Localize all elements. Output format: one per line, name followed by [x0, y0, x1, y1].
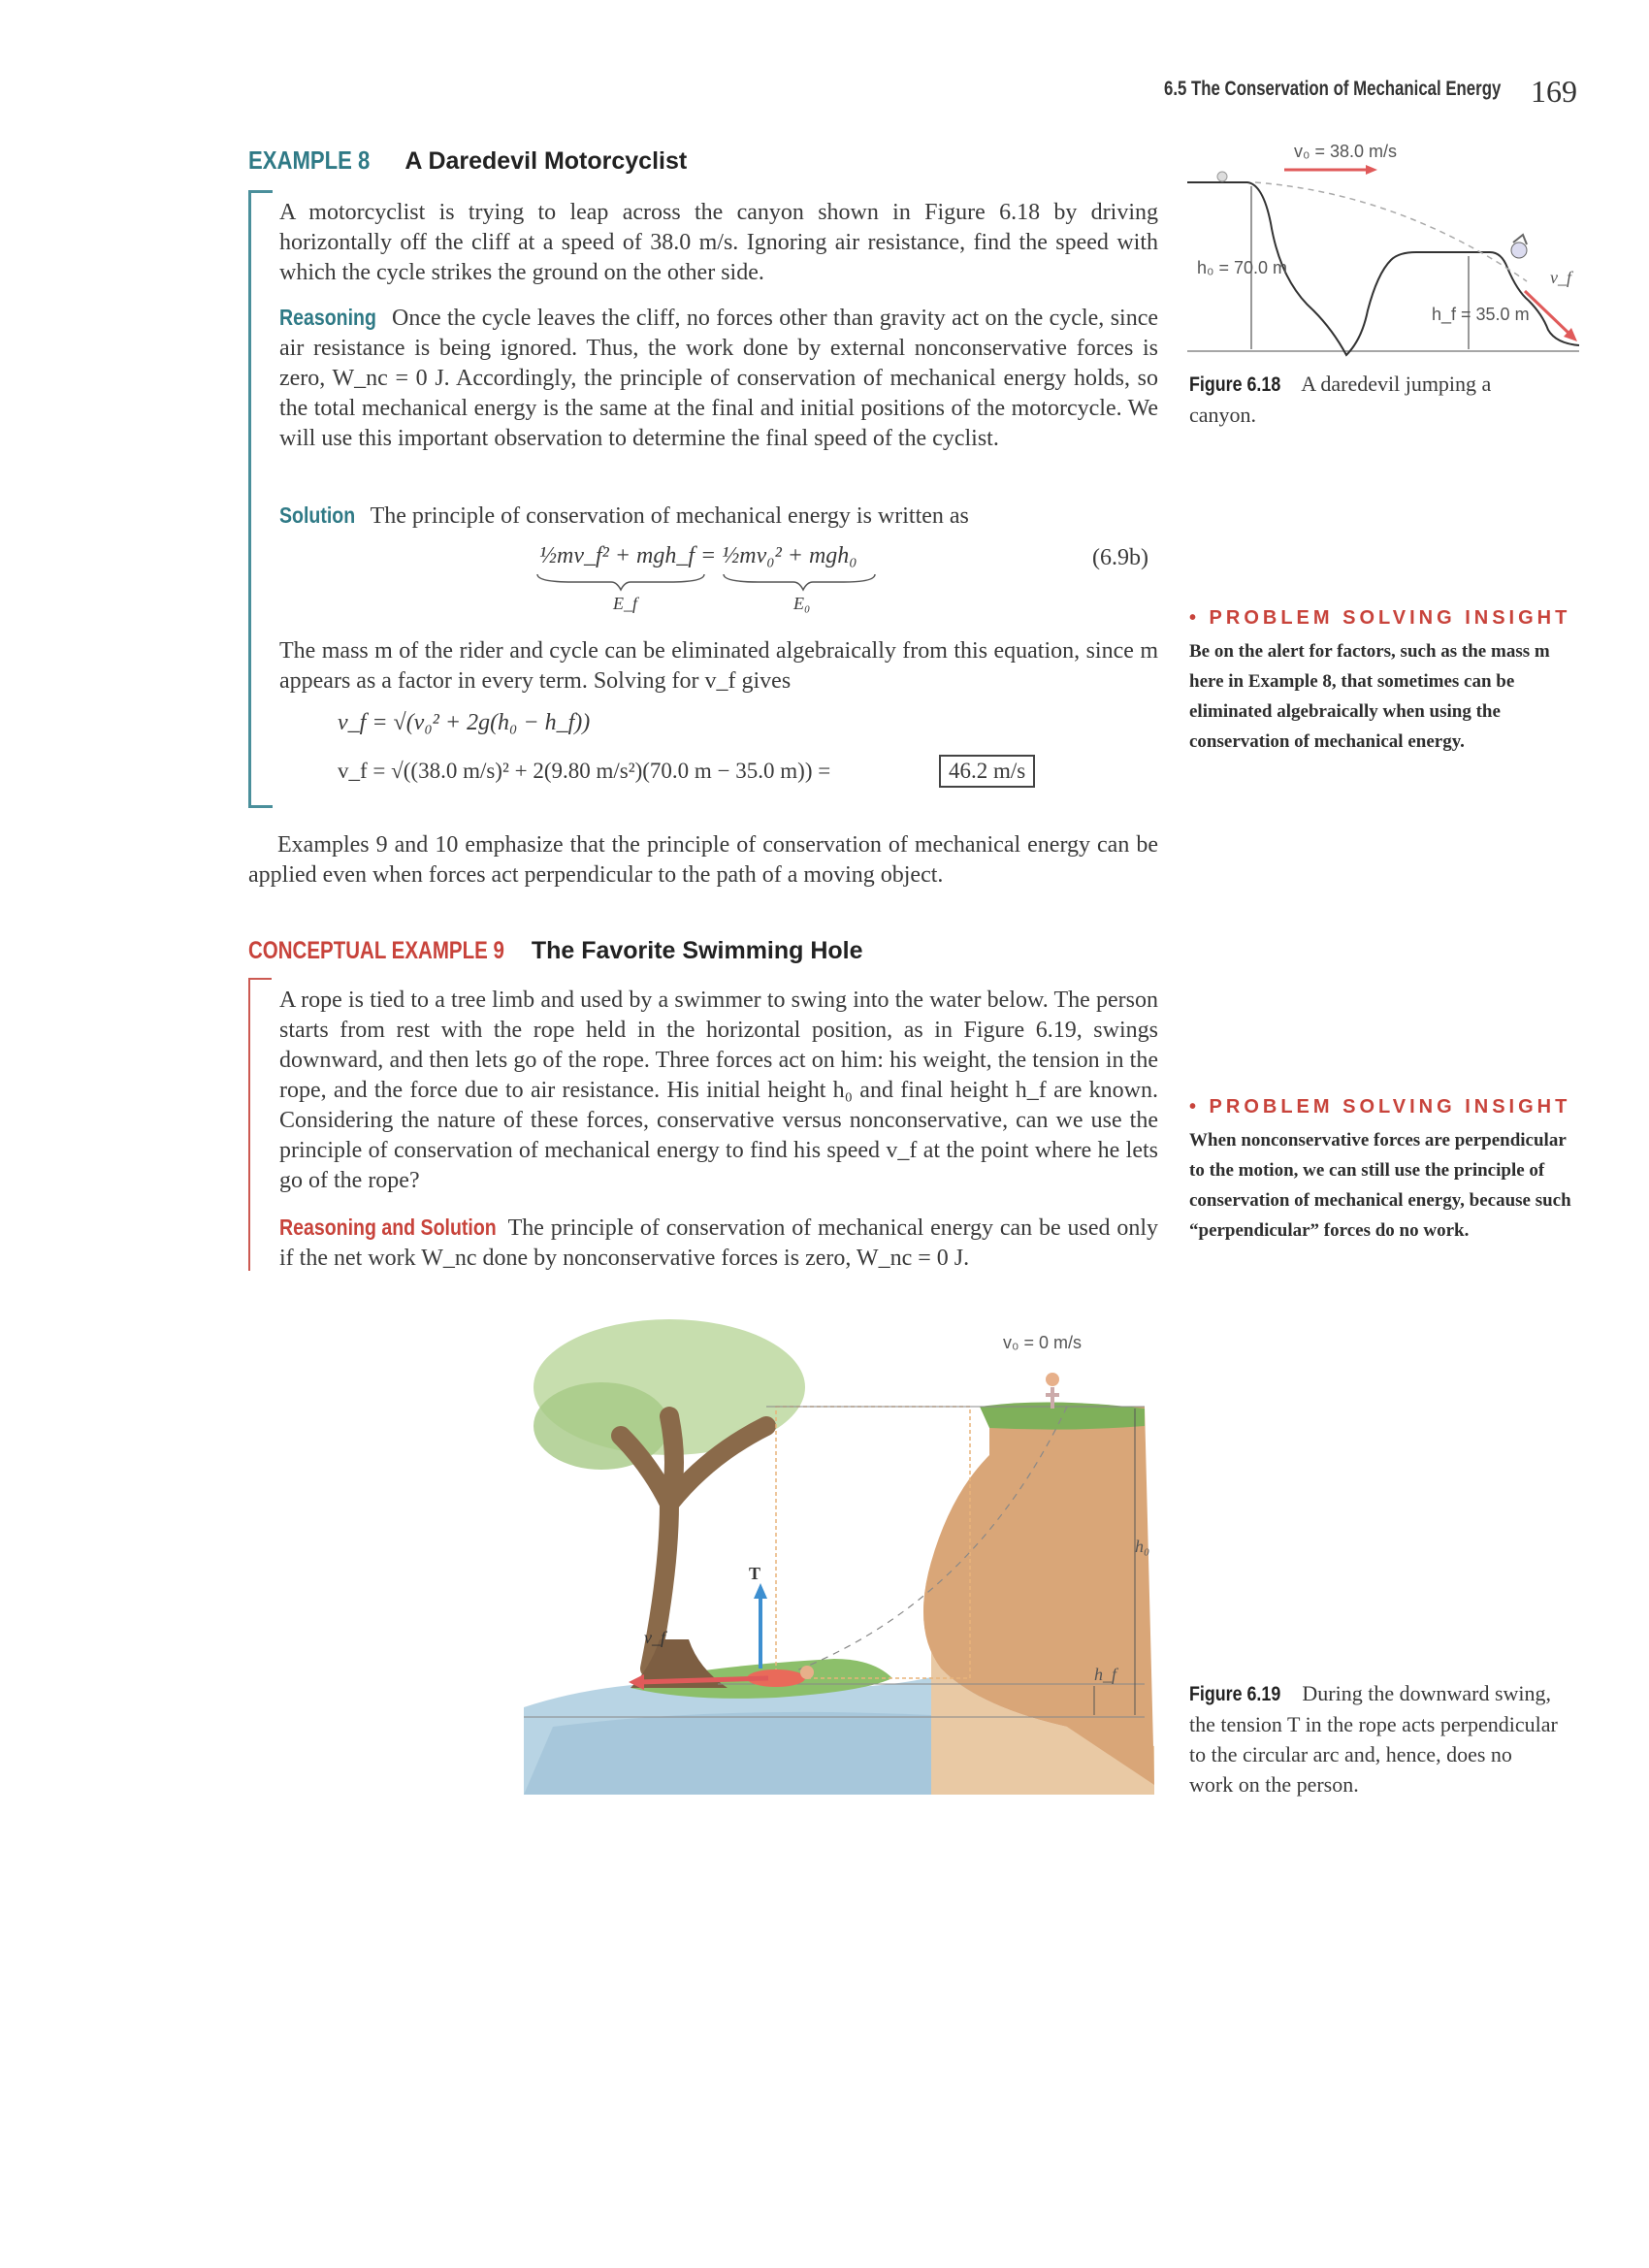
example8-label: EXAMPLE 8	[248, 146, 371, 175]
example9-reasoning-solution	[279, 1213, 1158, 1274]
equation-underbraces	[534, 570, 883, 596]
reasoning-text: Once the cycle leaves the cliff, no forces other than gravity act on the cycle, since air resistance is being ignored. Thus, the work done by external nonconservative forces is zero, W_nc = 0 J. Accordingly, the principle of conservation of mechanical energy holds, so the total mechanical energy is the same at the final and initial positions of the motorcycle. We will use this important observation to determine the final speed of the cyclist.	[279, 306, 1159, 451]
rs-head: Reasoning and Solution	[279, 1215, 497, 1240]
running-header	[1164, 78, 1585, 101]
motorcycle-icon	[1511, 235, 1527, 258]
example9-heading	[248, 937, 863, 965]
speed-formula: v_f = √(v₀² + 2g(h₀ − h_f))	[338, 710, 591, 735]
example8-solution	[279, 501, 1158, 532]
fig619-h0-label: h₀	[1135, 1537, 1150, 1556]
insight1-heading: • PROBLEM SOLVING INSIGHT	[1189, 607, 1571, 629]
fig618-hf-label: h_f = 35.0 m	[1432, 305, 1530, 324]
page-number: 169	[1531, 74, 1577, 109]
fig619-tension-label: T	[749, 1564, 761, 1583]
example8-reasoning	[279, 303, 1158, 454]
equation-6-9b: ½mv_f² + mgh_f = ½mv₀² + mgh₀	[539, 543, 857, 568]
example9-bracket	[248, 978, 272, 1271]
insight2-body: When nonconservative forces are perpendicular to the motion, we can still use the principle of conservation of mechanical energy, because such “perpendicular” forces do no work.	[1189, 1130, 1571, 1241]
example8-bracket-top	[248, 190, 273, 620]
figure-6-18-caption	[1189, 369, 1558, 430]
fig619-hf-label: h_f	[1094, 1665, 1117, 1684]
fig618-h0-label: h₀ = 70.0 m	[1197, 258, 1288, 277]
equation-number: (6.9b)	[1092, 545, 1148, 570]
reasoning-head: Reasoning	[279, 305, 376, 330]
fig619-caption-text: During the downward swing, the tension T in the rope acts perpendicular to the circular arc and, hence, does no work on the person.	[1189, 1681, 1558, 1797]
fig619-vf-label: v_f	[644, 1628, 665, 1647]
figure-6-18	[1187, 136, 1581, 369]
example9-title: The Favorite Swimming Hole	[531, 937, 863, 964]
insight1-body: Be on the alert for factors, such as the mass m here in Example 8, that sometimes can be eliminated algebraically when using the conservation of mechanical energy.	[1189, 641, 1550, 752]
fig619-caption-label: Figure 6.19	[1189, 1683, 1281, 1705]
fig618-v0-label: v₀ = 38.0 m/s	[1294, 142, 1398, 161]
example8-bracket-bottom	[248, 611, 273, 808]
example8-heading	[248, 146, 687, 176]
fig618-caption-text: A daredevil jumping a canyon.	[1189, 372, 1492, 427]
solution-text: The principle of conservation of mechanical energy is written as	[370, 503, 969, 529]
cliff-rider-icon	[1217, 172, 1227, 181]
example9-label: CONCEPTUAL EXAMPLE 9	[248, 937, 504, 964]
figure-6-19	[524, 1319, 1154, 1795]
fig619-v0-label: v₀ = 0 m/s	[1003, 1333, 1082, 1352]
tree-icon	[534, 1319, 805, 1688]
rs-text: The principle of conservation of mechanical energy can be used only if the net work W_nc done by nonconservative forces is zero, W_nc = 0 J.	[279, 1215, 1158, 1271]
example8-title: A Daredevil Motorcyclist	[404, 147, 688, 175]
energy-initial-label: E₀	[793, 594, 811, 613]
figure-6-19-caption	[1189, 1678, 1558, 1799]
fig618-vf-label: v_f	[1550, 268, 1571, 287]
answer-box: 46.2 m/s	[939, 755, 1035, 788]
fig618-caption-label: Figure 6.18	[1189, 373, 1281, 396]
transition-paragraph: Examples 9 and 10 emphasize that the principle of conservation of mechanical energy can be applied even when forces act perpendicular to the path of a moving object.	[248, 832, 1158, 888]
energy-final-label: E_f	[613, 594, 637, 613]
speed-substitution: v_f = √((38.0 m/s)² + 2(9.80 m/s²)(70.0 m − 35.0 m)) =	[338, 759, 831, 783]
example8-after-eq: The mass m of the rider and cycle can be eliminated algebraically from this equation, since m appears as a factor in every term. Solving for v_f gives	[279, 638, 1158, 694]
insight2-heading: • PROBLEM SOLVING INSIGHT	[1189, 1096, 1571, 1118]
example8-problem: A motorcyclist is trying to leap across the canyon shown in Figure 6.18 by driving horizontally off the cliff at a speed of 38.0 m/s. Ignoring air resistance, find the speed with which the cycle strikes the ground on the other side.	[279, 200, 1158, 285]
example9-problem: A rope is tied to a tree limb and used by a swimmer to swing into the water below. The person starts from rest with the rope held in the horizontal position, as in Figure 6.19, swings downward, and then lets go of the rope. Three forces act on him: his weight, the tension in the rope, and the force due to air resistance. His initial height h₀ and final height h_f are known. Considering the nature of these forces, conservative versus nonconservative, can we use the principle of conservation of mechanical energy to find his speed v_f at the point where he lets go of the rope?	[279, 988, 1158, 1193]
solution-head: Solution	[279, 502, 356, 528]
section-title: 6.5 The Conservation of Mechanical Energy	[1164, 78, 1502, 100]
